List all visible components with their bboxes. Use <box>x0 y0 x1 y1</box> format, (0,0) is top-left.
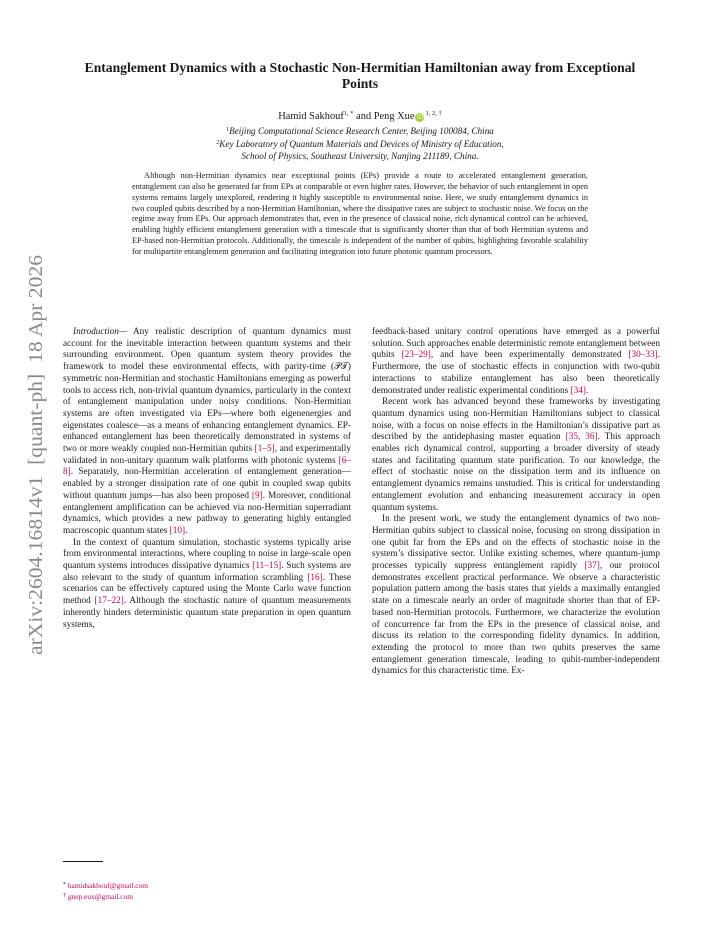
footnote-divider <box>63 861 103 862</box>
citation-link[interactable]: [23–29] <box>401 350 431 361</box>
text-run: . This approach enables rich dynamical control, supporting a broader diversity of steady states and facilitating quantum state purification. To our knowledge, the effect of stochastic noise on the dissipation term and its influence on entanglement dynamics remains unstudied. This is critical for understanding entanglement evolution and enhancing measurement accuracy in open quantum systems. <box>372 432 660 513</box>
affiliation-mark: 1 <box>226 127 230 133</box>
citation-link[interactable]: [30–33] <box>628 350 658 361</box>
email-link[interactable]: gnep.eux@gmail.com <box>67 892 133 901</box>
citation-link[interactable]: [11–15] <box>252 561 282 572</box>
footnote-mark: † <box>63 893 66 899</box>
text-run: . <box>185 525 188 536</box>
affiliations <box>70 124 650 162</box>
author-affiliation-mark: 1, * <box>343 110 354 117</box>
text-run: , our protocol demonstrates excellent practical performance. We observe a characteristic population pattern among the basis states that yields a maximally entangled state on a timescale nearly an order of magnitude shorter than that of EP-based non-Hermitian protocols. Furthermore, we characterize the evolution of concurrence far from the EPs in the presence of classical noise, and discuss its relation to the corresponding fidelity dynamics. In addition, extending the protocol to more than two qubits preserves the same entanglement generation timescale, leading to qubit-number-independent dynamics for this characteristic time. Ex- <box>372 561 660 677</box>
citation-link[interactable]: [34] <box>570 385 586 396</box>
text-run: . <box>585 385 589 396</box>
footnote-mark: * <box>63 882 66 888</box>
text-run: In the present work, we study the entanglement dynamics of two non-Hermitian qubits subject to classical noise, focusing on strong dissipation in one qubit far from the EPs and on the effects of stochastic noise in the system’s dissipative sector. Unlike existing schemes, where quantum-jump processes typically suppress entanglement rapidly <box>372 514 660 572</box>
citation-link[interactable]: [9] <box>251 490 263 501</box>
text-run: . Furthermore, the use of stochastic effects in conjunction with two-qubit interactions to stabilize entanglement has also been theoretically demonstrated under realistic experimental conditions <box>372 350 660 396</box>
citation-link[interactable]: [6–8] <box>63 455 351 478</box>
footnotes <box>63 880 148 902</box>
paragraph <box>63 538 351 632</box>
affiliation-line <box>70 124 650 137</box>
affiliation-text: Beijing Computational Science Research Center, Beijing 100084, China <box>229 126 494 136</box>
text-run: . Moreover, conditional entanglement amplification can be achieved via non-Hermitian superradiant dynamics, which provides a new pathway to generating highly entangled macroscopic quantum states <box>63 490 351 536</box>
orcid-icon[interactable]: iD <box>416 114 424 121</box>
affiliation-text: Key Laboratory of Quantum Materials and Devices of Ministry of Education, <box>219 139 504 149</box>
text-run: . Such systems are also relevant to the study of quantum information scrambling <box>63 561 351 583</box>
citation-link[interactable]: [35, 36] <box>565 432 598 443</box>
text-run: . These scenarios can be effectively captured using the Monte Carlo wave function method <box>63 572 352 607</box>
math-symbol: 𝒫𝒯 <box>334 362 348 373</box>
left-column <box>63 327 351 631</box>
citation-link[interactable]: [1–5] <box>254 444 275 455</box>
paper-title: Entanglement Dynamics with a Stochastic Non-Hermitian Hamiltonian away from Exceptional Points <box>84 60 636 91</box>
email-link[interactable]: hamidsakhouf@gmail.com <box>67 881 148 890</box>
footnote <box>63 880 148 891</box>
text-run: . Although the stochastic nature of quantum measurements inherently hinders deterministic quantum state preparation in open quantum systems, <box>63 596 352 630</box>
author-list <box>70 107 650 123</box>
footnote <box>63 891 148 902</box>
author-separator: and <box>353 111 374 122</box>
text-run: . Separately, non-Hermitian acceleration of entanglement generation—enabled by a stronger dissipation rate of one qubit in coupled swap qubits without quantum jumps—has also been proposed <box>63 467 351 501</box>
abstract: Although non-Hermitian dynamics near exceptional points (EPs) provide a route to accelerated entanglement generation, entanglement can also be generated far from EPs at comparable or even higher rates. However, the behavior of such entanglement in open systems remains largely unexplored, rendering it highly susceptible to environmental noise. Here, we study entanglement dynamics in two coupled qubits described by a non-Hermitian Hamiltonian, where the dissipative rates are subject to stochastic noise. We focus on the regime away from EPs. Our approach demonstrates that, even in the presence of classical noise, rich dynamical control can be achieved, enabling highly efficient entanglement generation with a timescale that is significantly shorter than that of both Hermitian systems and EP-based non-Hermitian protocols. Additionally, the timescale is independent of the number of qubits, highlighting favorable scalability for multipartite entanglement generation and facilitating integration into future photonic quantum processors. <box>132 171 588 256</box>
text-run: feedback-based unitary control operations have emerged as a powerful solution. Such approaches enable deterministic remote entanglement between qubits <box>372 327 660 361</box>
citation-link[interactable]: [10] <box>169 525 186 536</box>
author-name: Peng Xue <box>373 111 415 122</box>
affiliation-text: School of Physics, Southeast University, Nanjing 211189, China. <box>241 151 479 161</box>
section-label: Introduction— <box>73 327 128 337</box>
author-name: Hamid Sakhouf <box>278 111 344 122</box>
paragraph <box>372 327 660 397</box>
author-affiliation-mark: 1, 2, † <box>425 110 442 117</box>
text-run: , and have been experimentally demonstrated <box>430 350 629 361</box>
affiliation-line <box>70 137 650 150</box>
text-run: , and experimentally validated in non-unitary quantum walk platforms with photonic systems <box>63 444 351 466</box>
arxiv-identifier <box>14 250 50 660</box>
citation-link[interactable]: [16] <box>307 572 323 583</box>
text-run: In the context of quantum simulation, stochastic systems typically arise from environmental interactions, where coupling to noise in large-scale open quantum systems introduces dissipative dynamics <box>63 537 351 572</box>
affiliation-line <box>70 150 650 162</box>
paragraph <box>63 327 351 538</box>
paragraph <box>372 397 660 514</box>
affiliation-mark: 2 <box>216 140 220 146</box>
right-column <box>372 327 660 678</box>
paragraph <box>372 514 660 678</box>
text-run: ) symmetric non-Hermitian and stochastic Hamiltonians emerging as powerful tools to access rich, non-trivial quantum dynamics, particularly in the context of entanglement manipulation under noisy conditions. Non-Hermitian systems are often investigated via EPs—where both eigenenergies and eigenstates coalesce—as a means of enhancing entanglement dynamics. EP-enhanced entanglement has been theoretically demonstrated in systems of two or more weakly coupled non-Hermitian qubits <box>63 362 351 455</box>
text-run: Any realistic description of quantum dynamics must account for the inevitable interaction between quantum systems and their surrounding environment. Open quantum system theory provides the framework to model these environmental effects, with parity-time ( <box>63 327 351 373</box>
arxiv-identifier-text: arXiv:2604.16814v1 [quant-ph] 18 Apr 2026 <box>25 284 47 655</box>
citation-link[interactable]: [37] <box>584 561 600 572</box>
text-run: Recent work has advanced beyond these frameworks by investigating quantum dynamics using non-Hermitian Hamiltonians subject to classical noise, with a focus on noise effects in the Hamiltonian’s dissipative part as described by the antidephasing master equation <box>372 397 660 443</box>
citation-link[interactable]: [17–22] <box>94 596 124 607</box>
